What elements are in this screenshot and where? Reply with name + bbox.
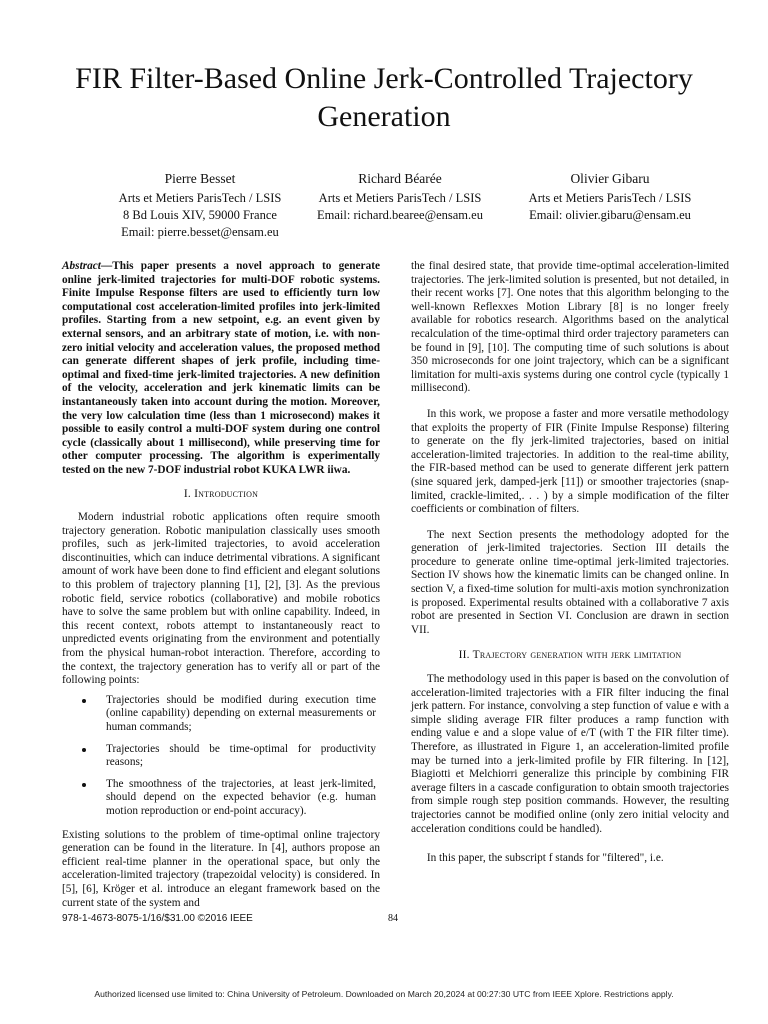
author-block-3 <box>500 170 720 224</box>
author-affiliation: Arts et Metiers ParisTech / LSIS <box>528 191 692 205</box>
author-name: Richard Béarée <box>358 171 442 186</box>
paragraph: the final desired state, that provide time-optimal acceleration-limited trajectories. The jerk-limited solution is presented, but not detailed, in their recent works [7]. One notes that this algorithm belonging to the well-known Reflexxes Motion Library [8] is no longer freely available for robotics research. Algorithms based on the analytical recalculation of the time-optimal third order trajectory parameters can be found in [9], [10]. The computing time of such solutions is about 350 microseconds for one joint trajectory, which can be a significant limitation for multi-axis systems during one control cycle (typically 1 millisecond). <box>411 260 729 395</box>
license-notice: Authorized licensed use limited to: China University of Petroleum. Downloaded on March 20,2024 at 00:27:30 UTC from IEEE Xplore. Restrictions apply. <box>94 989 674 999</box>
abstract-text: —This paper presents a novel approach to generate online jerk-limited trajectories for multi-DOF robotic systems. Finite Impulse Response filters are used to efficiently turn low computational cost acceleration-limited profiles into jerk-limited profiles. Starting from a new setpoint, e.g. an event given by external sensors, and an arbitrary state of motion, i.e. with non-zero initial velocity and acceleration values, the proposed method can generate different shapes of jerk profile, including time-optimal and fixed-time jerk-limited trajectories. A new definition of the velocity, acceleration and jerk kinematic limits can be instantaneously taken into account during the motion. Moreover, the very low calculation time (less than 1 microsecond) makes it possible to easily control a multi-DOF system during one control cycle (classically about 1 millisecond), while preserving time for other computer processing. The algorithm is experimentally tested on the new 7-DOF industrial robot KUKA LWR iiwa. <box>62 260 380 476</box>
author-block-1 <box>90 170 310 241</box>
isbn-copyright: 978-1-4673-8075-1/16/$31.00 ©2016 IEEE <box>62 913 253 924</box>
bullet-icon <box>82 748 86 752</box>
paragraph: In this work, we propose a faster and more versatile methodology that exploits the property of FIR (Finite Impulse Response) filtering to generate on the fly jerk-limited trajectories, based on initial acceleration-limited trajectories. In addition to the real-time ability, the FIR-based method can be used to generate different jerk pattern (sine squared jerk, damped-jerk [11]) or smoother trajectories (snap-limited, crackle-limited,. . . ) by a simple modification of the filter coefficients or combination of filters. <box>411 407 729 516</box>
list-item: Trajectories should be time-optimal for productivity reasons; <box>62 743 380 770</box>
list-item: The smoothness of the trajectories, at least jerk-limited, should depend on the expected behavior (e.g. human motion reproduction or end-point accuracy). <box>62 778 380 819</box>
section-heading-trajectory-generation: II. Trajectory generation with jerk limitation <box>458 649 682 662</box>
bullet-icon <box>82 783 86 787</box>
paragraph: The methodology used in this paper is based on the convolution of acceleration-limited trajectories with a FIR filter inducing the final jerk pattern. For instance, convolving a step function of value e with a simple sliding average FIR filter produces a ramp function with ending value e and a slope value of e/T (with T the FIR filter time). Therefore, as illustrated in Figure 1, an acceleration-limited profile may be turned into a jerk-limited profile by FIR filtering. In [12], Biagiotti et Melchiorri generalize this principle by combining FIR average filters in a cascade configuration to obtain smooth trajectories from simple rough step position commands. However, the resulting trajectories cannot be modified online (only zero initial velocity and acceleration conditions could be handled). <box>411 673 729 835</box>
author-affiliation: Arts et Metiers ParisTech / LSIS <box>118 191 282 205</box>
author-email: Email: richard.bearee@ensam.eu <box>317 208 483 222</box>
author-affiliation: Arts et Metiers ParisTech / LSIS <box>318 191 482 205</box>
right-column <box>411 260 729 878</box>
paragraph: The next Section presents the methodology adopted for the generation of jerk-limited trajectories. Section III details the procedure to generate online time-optimal jerk-limited trajectories. Section IV shows how the kinematic limits can be changed online. In section V, a fixed-time solution for multi-axis motion synchronization is proposed. Experimental results obtained with a collaborative 7 axis robot are presented in Section VI. Conclusion are drawn in section VII. <box>411 528 729 636</box>
author-email: Email: olivier.gibaru@ensam.eu <box>529 208 691 222</box>
bullet-icon <box>82 699 86 703</box>
paragraph: Modern industrial robotic applications often require smooth trajectory generation. Robotic manipulation classically uses smooth profiles, such as jerk-limited trajectories, to avoid acceleration discontinuities, which can induce detrimental vibrations. A significant amount of work have been done to find efficient and elegant solutions to this problem of trajectory planning [1], [2], [3]. As the previous robotic field, service robotics (collaborative) and mobile robotics have to solve the same problem but with online capability. Indeed, in this recent context, robots attempt to instantaneously react to unpredicted events originating from the environment and potentially from the physical human-robot interaction. Therefore, according to the context, the trajectory generation has to verify all or part of the following points: <box>62 511 380 687</box>
bullet-list <box>62 694 380 819</box>
author-block-2 <box>290 170 510 224</box>
author-name: Olivier Gibaru <box>570 171 650 186</box>
paragraph: In this paper, the subscript f stands for "filtered", i.e. <box>426 852 664 865</box>
page-number: 84 <box>388 913 398 924</box>
section-heading-introduction: I. Introduction <box>183 487 259 500</box>
author-email: Email: pierre.besset@ensam.eu <box>121 225 279 239</box>
author-address: 8 Bd Louis XIV, 59000 France <box>123 208 277 222</box>
abstract-label: Abstract <box>62 260 101 272</box>
author-name: Pierre Besset <box>164 171 236 186</box>
paper-title: FIR Filter-Based Online Jerk-Controlled Trajectory Generation <box>75 62 693 133</box>
abstract <box>62 260 380 478</box>
list-item: Trajectories should be modified during execution time (online capability) depending on external measurements or human commands; <box>62 694 380 735</box>
paragraph: Existing solutions to the problem of time-optimal online trajectory generation can be found in the literature. In [4], authors propose an efficient real-time planner in the operational space, but only the acceleration-limited trajectory (trapezoidal velocity) is considered. In [5], [6], Kröger et al. introduce an elegant framework based on the current state of the system and <box>62 828 380 909</box>
left-column <box>62 260 380 922</box>
